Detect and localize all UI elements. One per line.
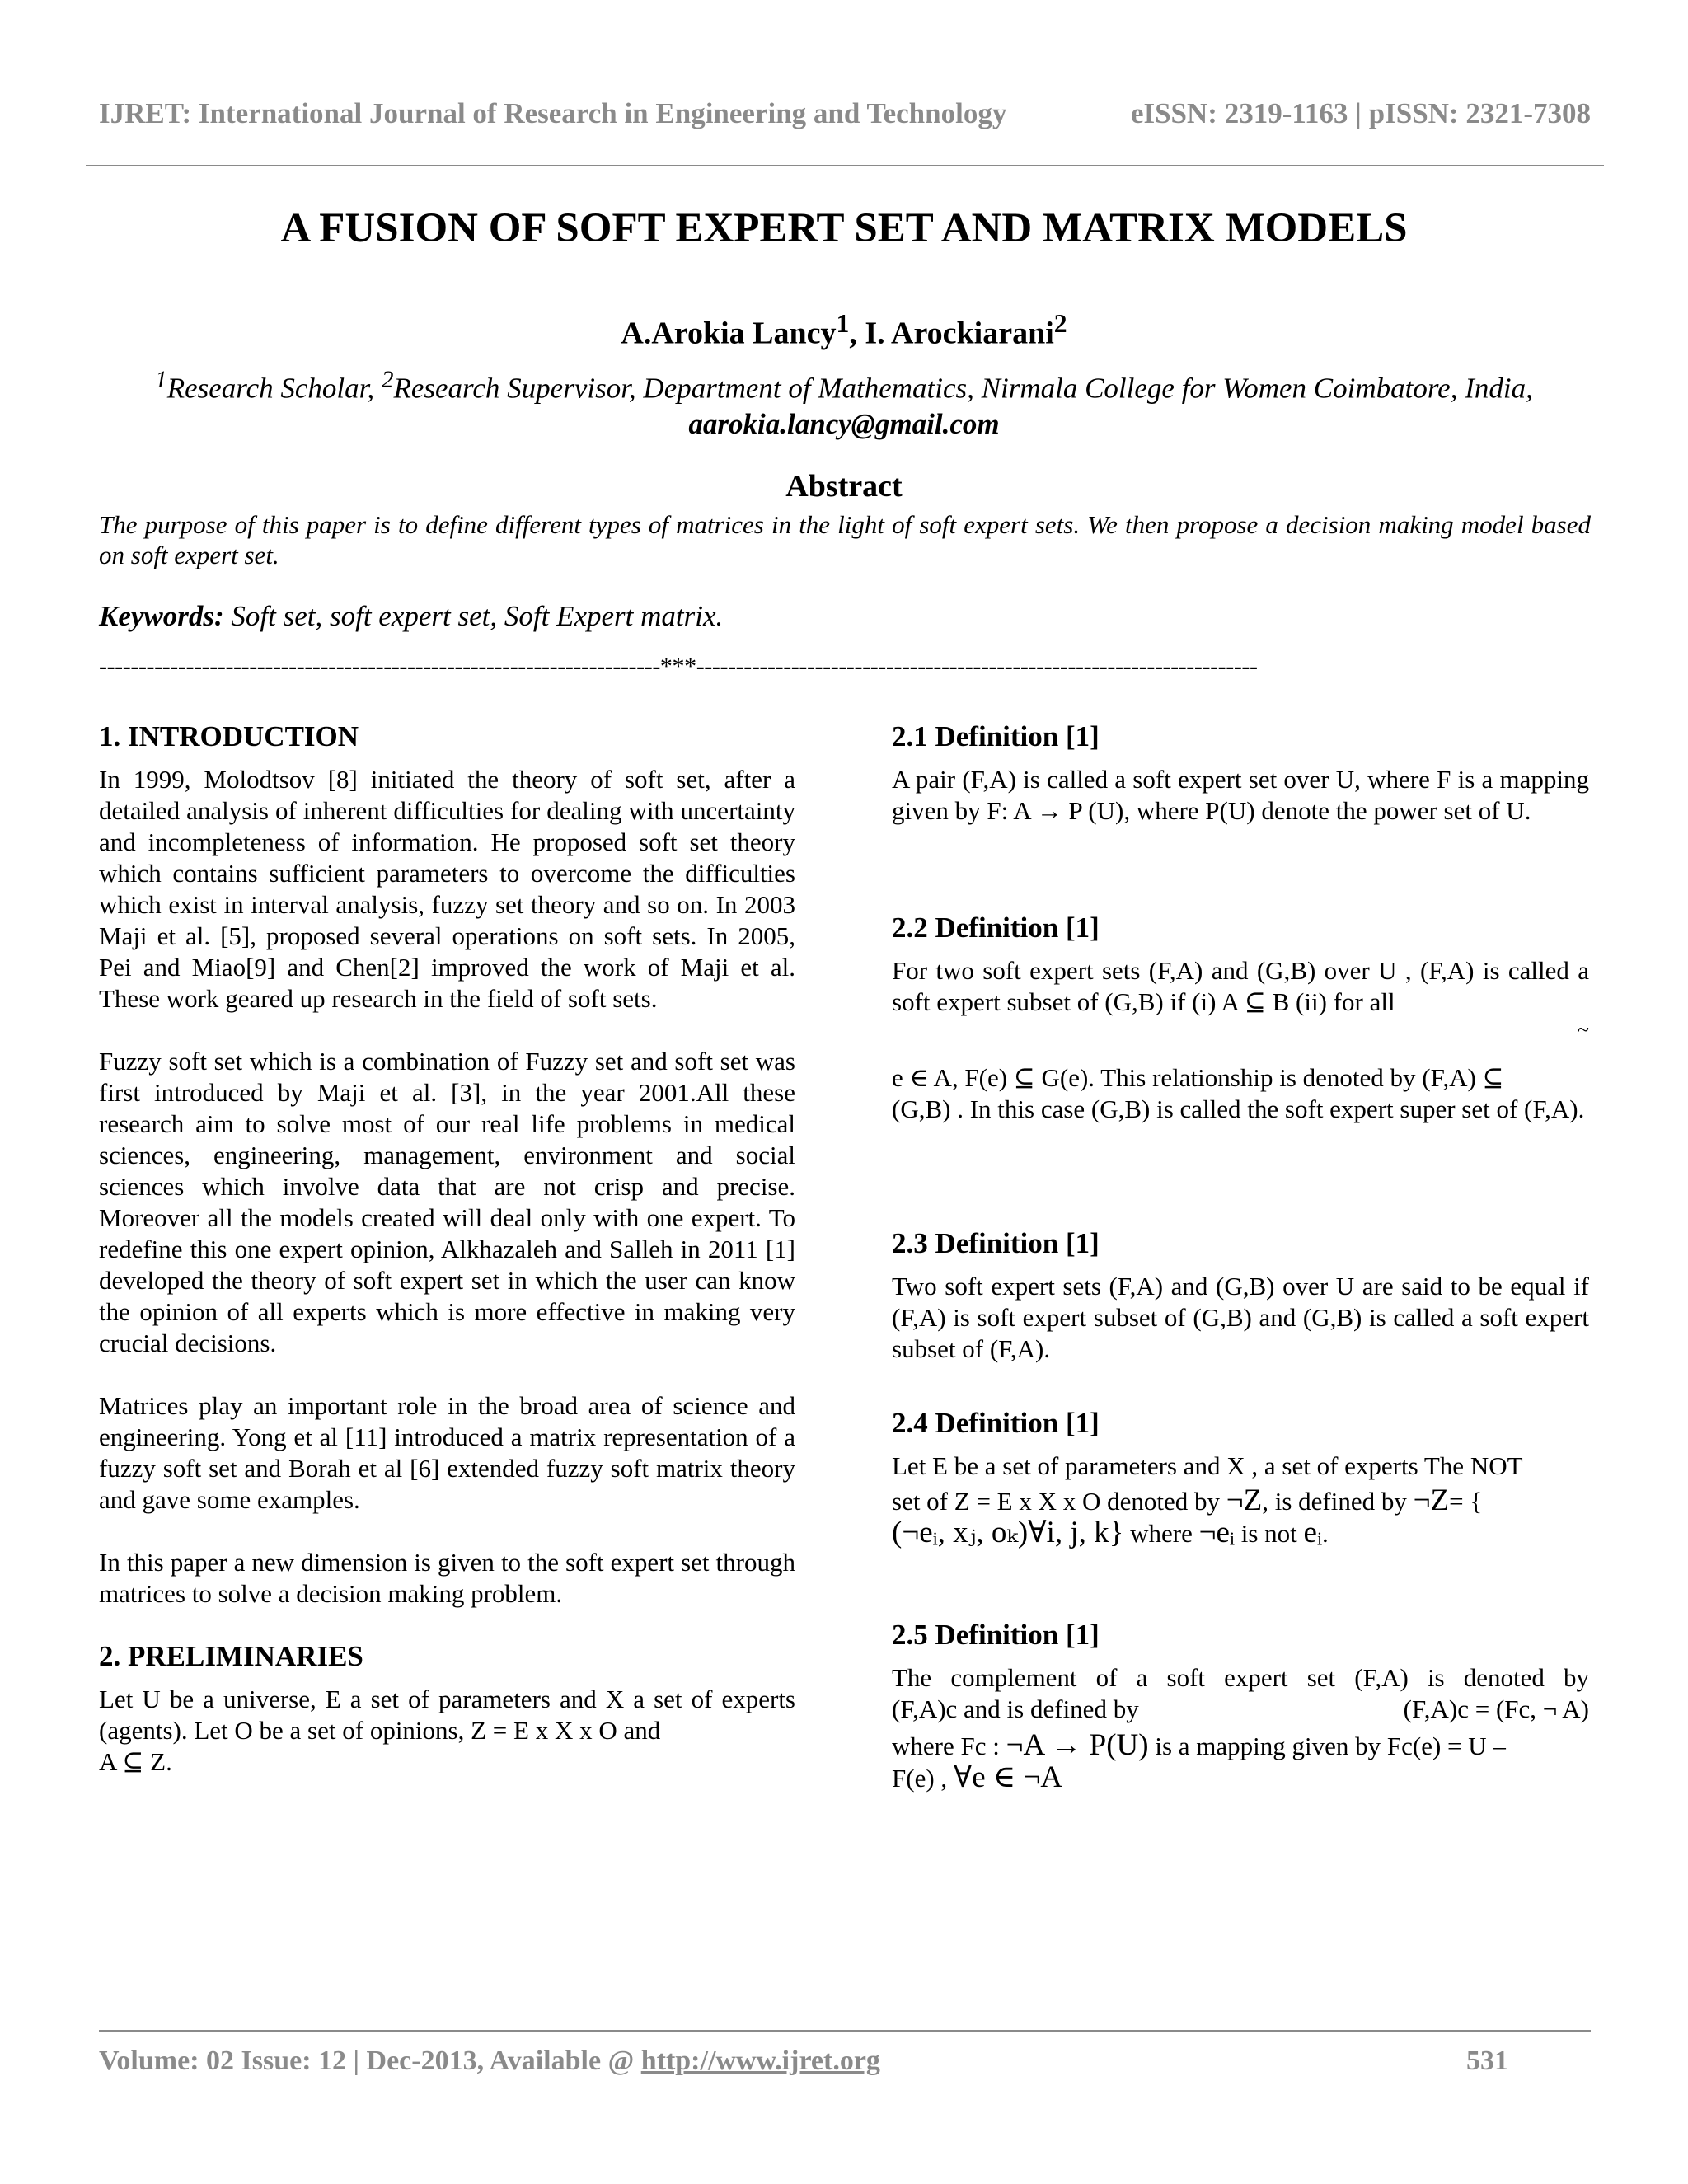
def23-heading: 2.3 Definition [1] [892,1227,1100,1259]
def22-heading: 2.2 Definition [1] [892,912,1100,944]
section-separator: -----------------------------------------------------------------------***----------------------------------------------------------------------- [99,653,1258,680]
definition-2-4: 2.4 Definition [1] Let E be a set of parameters and X , a set of experts The NOT set of Z = E x X x O denoted by ¬Z, is defined by ¬Z= { (¬eᵢ, xⱼ, oₖ)∀i, j, k} where ¬eᵢ is not eᵢ. [892,1408,1589,1549]
definition-2-2: 2.2 Definition [1] For two soft expert sets (F,A) and (G,B) over U , (F,A) is called a soft expert subset of (G,B) if (i) A ⊆ B (ii) for all ~ e ∈ A, F(e) ⊆ G(e). This relationship is denoted by (F,A) ⊆ (G,B) . In this case (G,B) is called the soft expert super set of (F,A). [892,912,1589,1123]
journal-name: IJRET: International Journal of Research in Engineering and Technology [99,97,1007,129]
definition-2-5: 2.5 Definition [1] The complement of a soft expert set (F,A) is denoted by (F,A)c and is defined by (F,A)c = (Fc, ¬ A) where Fc : ¬A → P(U) is a mapping given by Fc(e) = U – F(e) , ∀e ∈ ¬A [892,1619,1589,1794]
not-z-symbol-2: ¬Z [1413,1483,1450,1517]
intro-paragraph-3: Matrices play an important role in the broad area of science and engineering. Yong et al [11] introduced a matrix representation of a fuzzy soft set and Borah et al [6] extended fuzzy soft matrix theory and gave some examples. [99,1391,795,1514]
page-number: 531 [1466,2046,1508,2076]
left-column [99,721,795,1778]
complement-mapping: ¬A → P(U) [1006,1728,1149,1762]
prelim-paragraph: Let U be a universe, E a set of parameters and X a set of experts (agents). Let O be a set of opinions, Z = E x X x O and A ⊆ Z. [99,1685,795,1776]
def24-heading: 2.4 Definition [1] [892,1407,1100,1439]
tilde-mark: ~ [1577,1018,1589,1042]
abstract-heading: Abstract [785,469,903,504]
abstract-text: The purpose of this paper is to define different types of matrices in the light of soft expert sets. We then propose a decision making model based on soft expert set. [99,510,1591,569]
forall-expression: ∀e ∈ ¬A [953,1760,1063,1794]
author-2-sup: 2 [1053,309,1067,338]
author-email[interactable]: aarokia.lancy@gmail.com [688,407,1000,440]
affiliation: $^1$Research Scholar, $^2$Research Supervisor, Department of Mathematics, Nirmala College for Women Coimbatore, India, aarokia.lancy@gmail.com [0,363,1688,442]
def23-text: Two soft expert sets (F,A) and (G,B) over U are said to be equal if (F,A) is soft expert subset of (G,B) and (G,B) is called a soft expert subset of (F,A). [892,1272,1589,1363]
definition-2-1 [892,721,1589,858]
definition-2-3 [892,1228,1589,1396]
author-2: I. Arockiarani [865,316,1054,351]
def21-heading: 2.1 Definition [1] [892,720,1100,752]
keywords-text: Soft set, soft expert set, Soft Expert matrix. [223,600,724,632]
intro-heading: 1. INTRODUCTION [99,720,359,752]
def21-text: A pair (F,A) is called a soft expert set over U, where F is a mapping given by F: A → P (U), where P(U) denote the power set of U. [892,765,1589,825]
intro-paragraph-2: Fuzzy soft set which is a combination of Fuzzy set and soft set was first introduced by Maji et al. [3], in the year 2001.All these research aim to solve most of our real life problems in medical sciences, engineering, management, environment and social sciences which involve data that are not crisp and precise. Moreover all the models created will deal only with one expert. To redefine this one expert opinion, Alkhazaleh and Salleh in 2011 [1] developed the theory of soft expert set in which the user can know the opinion of all experts which is more effective in making very crucial decisions. [99,1047,795,1357]
issn: eISSN: 2319-1163 | pISSN: 2321-7308 [1130,97,1591,129]
intro-paragraph-1: In 1999, Molodtsov [8] initiated the theory of soft set, after a detailed analysis of inherent difficulties for dealing with uncertainty and incompleteness of information. He proposed soft set theory which contains sufficient parameters to overcome the difficulties which exist in interval analysis, fuzzy set theory and so on. In 2003 Maji et al. [5], proposed several operations on soft sets. In 2005, Pei and Miao[9] and Chen[2] improved the work of Maji et al. These work geared up research in the field of soft sets. [99,765,795,1013]
header-rule [86,165,1604,166]
not-z-symbol: ¬Z [1226,1483,1263,1517]
prelim-heading: 2. PRELIMINARIES [99,1640,363,1672]
footer-rule [99,2030,1591,2032]
keywords-label: Keywords: [99,600,224,632]
authors: A.Arokia Lancy$^1$, I. Arockiarani$^2$ [621,309,1067,351]
footer: Volume: 02 Issue: 12 | Dec-2013, Available @ http://www.ijret.org 531 [99,2046,1508,2076]
keywords [99,600,1591,633]
author-1-sup: 1 [836,309,850,338]
running-header [99,97,1591,130]
intro-paragraph-4: In this paper a new dimension is given to the soft expert set through matrices to solve a decision making problem. [99,1548,795,1608]
not-set-tuple: (¬eᵢ, xⱼ, oₖ)∀i, j, k} [892,1516,1124,1549]
author-1: A.Arokia Lancy [621,316,837,351]
def25-heading: 2.5 Definition [1] [892,1619,1100,1651]
journal-link[interactable]: http://www.ijret.org [640,2046,880,2076]
paper-title: A FUSION OF SOFT EXPERT SET AND MATRIX MODELS [280,205,1408,251]
